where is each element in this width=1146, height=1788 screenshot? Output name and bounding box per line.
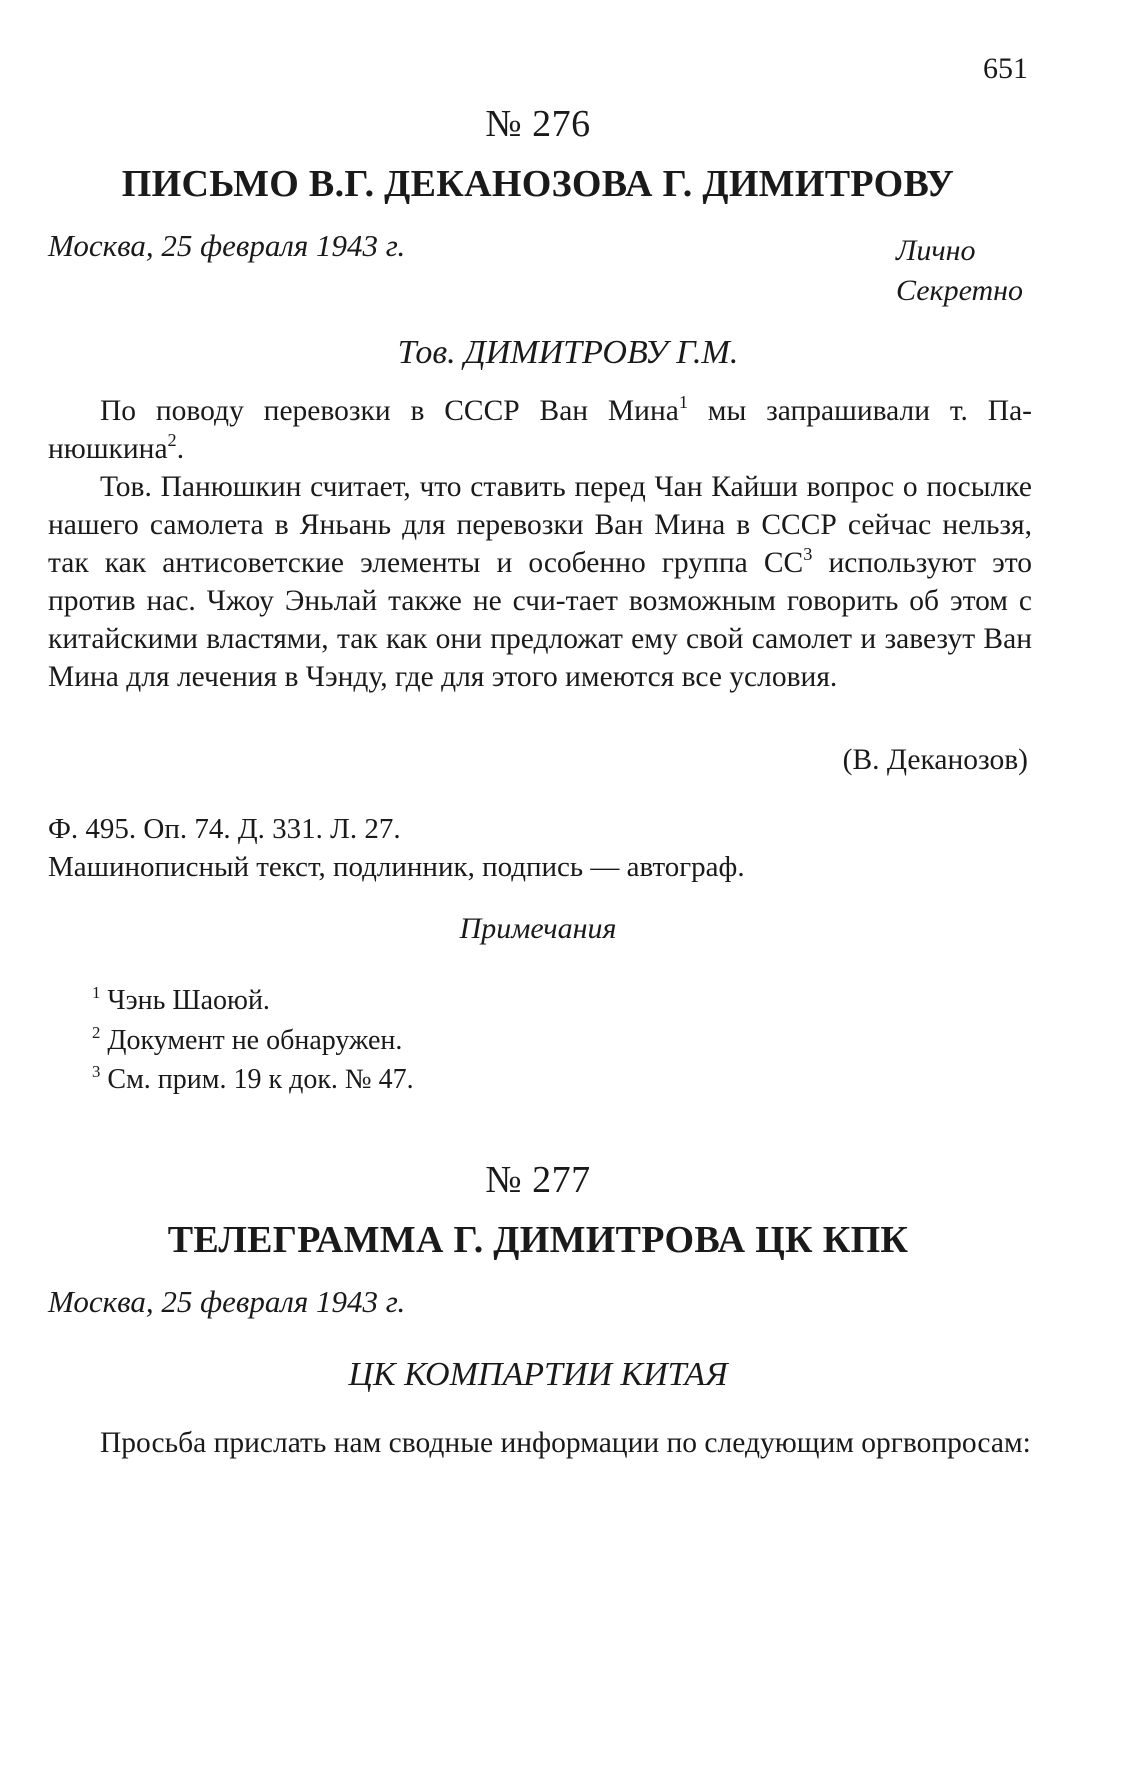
page-number: 651 [983,52,1028,85]
paragraph-text: По поводу перевозки в СССР Ван Мина [100,395,679,427]
note-item [92,1061,414,1099]
document-number: № 277 [485,1159,591,1201]
archive-ref: Ф. 495. Оп. 74. Д. 331. Л. 27. [48,813,401,845]
archive-desc: Машинописный текст, подлинник, подпись — автограф. [48,851,745,883]
stamp-personal: Лично [896,234,976,267]
note-item [92,982,270,1020]
document-number: № 276 [485,103,591,145]
footnote-ref-2: 2 [167,430,177,451]
stamp-secret: Секретно [896,274,1024,307]
note-item [92,1022,402,1060]
document-title: ПИСЬМО В.Г. ДЕКАНОЗОВА Г. ДИМИТРОВУ [121,163,955,205]
signature: (В. Деканозов) [842,744,1028,776]
classification-stamp [896,231,1028,311]
note-text: Документ не обнаружен. [100,1025,403,1056]
place-date: Москва, 25 февраля 1943 г. [48,1284,406,1319]
archive-reference [48,810,745,886]
note-text: См. прим. 19 к док. № 47. [100,1064,414,1095]
addressee: ЦК КОМПАРТИИ КИТАЯ [348,1356,728,1393]
paragraph-text: используют это против нас. Чжоу Эньлай также не счи-тает возможным говорить об этом с китайскими властями, так как они предложат ему свой самолет и завезут Ван Мина для лечения в Чэнду, где для этого имеются все условия. [48,547,1032,693]
note-number: 2 [92,1023,101,1043]
paragraph-text: . [176,433,185,465]
footnote-ref-3: 3 [803,544,813,565]
paragraph-1 [48,392,1032,468]
paragraph-1: Просьба прислать нам сводные информации по следующим оргвопросам: [100,1427,1031,1459]
note-number: 3 [92,1062,101,1082]
footnote-ref-1: 1 [678,392,688,413]
document-page [48,0,1032,1788]
paragraph-text: мы запрашивали т. Па-нюшкина [48,395,1032,465]
note-text: Чэнь Шаоюй. [100,985,270,1016]
paragraph-2 [48,468,1032,696]
document-title: ТЕЛЕГРАММА Г. ДИМИТРОВА ЦК КПК [167,1219,909,1261]
place-date: Москва, 25 февраля 1943 г. [48,228,406,263]
addressee: Тов. ДИМИТРОВУ Г.М. [397,334,739,371]
notes-heading: Примечания [459,912,617,945]
paragraph-text: Тов. Панюшкин считает, что ставить перед Чан Кайши вопрос о посылке нашего самолета в Яньань для перевозки Ван Мина в СССР сейчас нельзя, так как антисоветские элементы и особенно группа СС [48,471,1032,579]
note-number: 1 [92,983,101,1003]
